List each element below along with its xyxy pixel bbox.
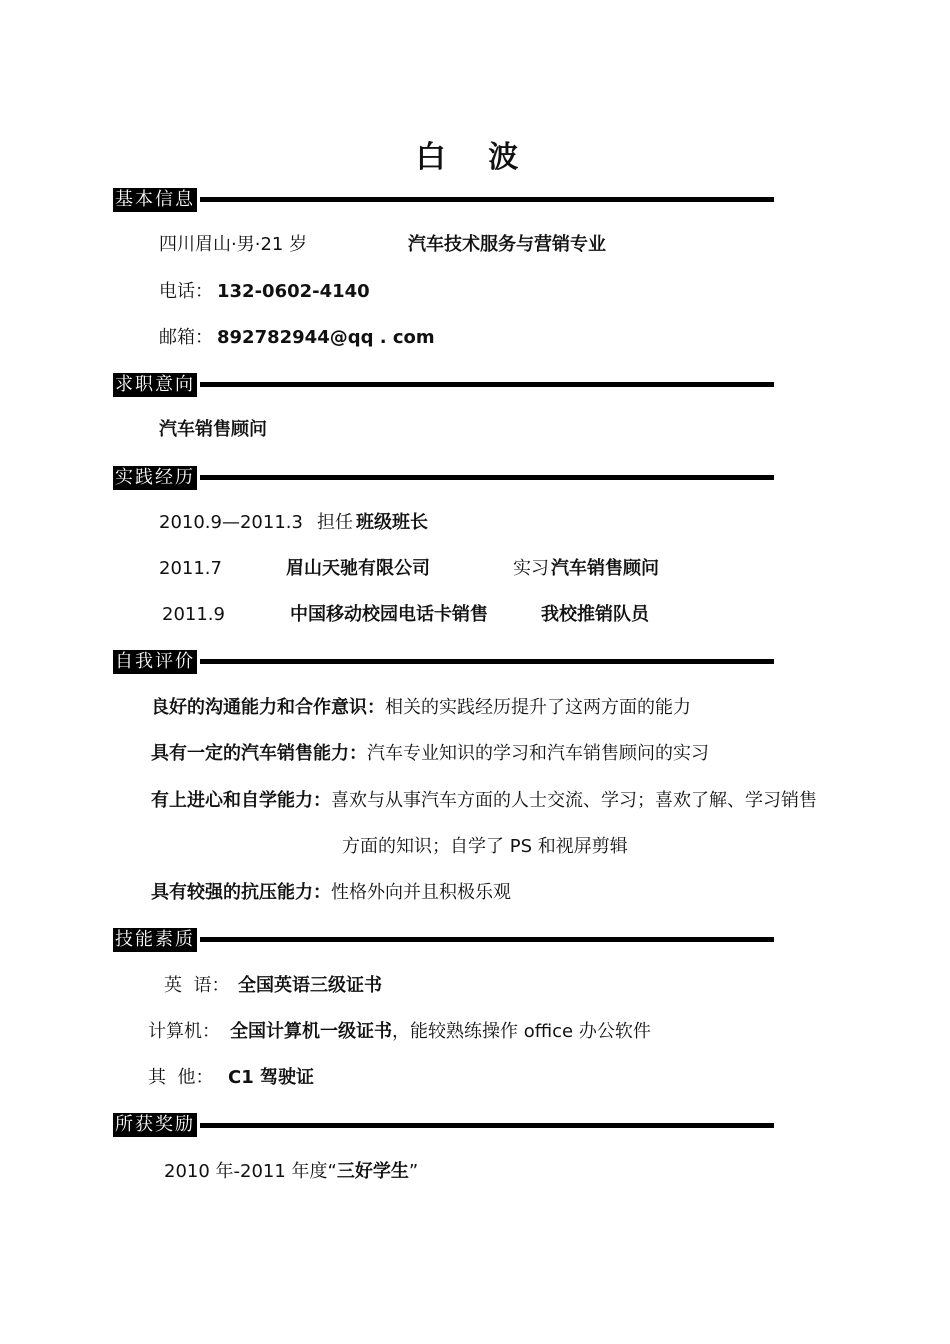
section-rule xyxy=(200,937,774,942)
eval-line xyxy=(151,742,709,766)
computer-label: 计算机： xyxy=(148,1021,220,1042)
phone-number: 132-0602-4140 xyxy=(217,281,370,302)
eval-text: 性格外向并且积极乐观 xyxy=(331,882,511,903)
award-suffix: ” xyxy=(408,1161,419,1182)
practice-role: 汽车销售顾问 xyxy=(551,558,659,579)
section-heading-awards: 所获奖励 xyxy=(115,1114,195,1135)
award-prefix: 2010 年-2011 年度“ xyxy=(164,1161,337,1182)
major: 汽车技术服务与营销专业 xyxy=(408,234,606,255)
section-rule xyxy=(200,382,774,387)
eval-heading: 有上进心和自学能力： xyxy=(151,790,331,811)
origin-info: 四川眉山·男·21 岁 xyxy=(159,234,308,255)
practice-prefix: 担任 xyxy=(317,512,353,533)
driver-license: C1 驾驶证 xyxy=(228,1067,315,1088)
phone-label: 电话： xyxy=(159,281,213,302)
practice-date: 2010.9—2011.3 xyxy=(159,512,303,533)
english-cert: 全国英语三级证书 xyxy=(238,975,382,996)
eval-heading: 良好的沟通能力和合作意识： xyxy=(151,697,385,718)
eval-heading: 具有较强的抗压能力： xyxy=(151,882,331,903)
english-label: 英 语： xyxy=(164,975,230,996)
section-rule xyxy=(200,197,774,202)
section-heading-self-eval: 自我评价 xyxy=(115,651,195,672)
practice-role: 班级班长 xyxy=(356,512,428,533)
section-heading-skills: 技能素质 xyxy=(115,929,195,950)
eval-text: 汽车专业知识的学习和汽车销售顾问的实习 xyxy=(367,743,709,764)
email-label: 邮箱： xyxy=(159,327,213,348)
section-heading-basic: 基本信息 xyxy=(115,189,195,210)
eval-text: 喜欢与从事汽车方面的人士交流、学习；喜欢了解、学习销售 xyxy=(331,790,817,811)
practice-org: 中国移动校园电话卡销售 xyxy=(290,604,488,625)
eval-line xyxy=(151,696,691,720)
resume-name: 白 波 xyxy=(415,140,535,175)
practice-date: 2011.9 xyxy=(162,604,225,625)
computer-extra: ，能较熟练操作 office 办公软件 xyxy=(392,1021,651,1042)
section-heading-practice: 实践经历 xyxy=(115,467,195,488)
practice-prefix: 实习 xyxy=(513,558,549,579)
eval-line xyxy=(151,789,817,813)
award-line xyxy=(164,1160,418,1184)
section-rule xyxy=(200,475,774,480)
section-rule xyxy=(200,1123,774,1128)
eval-heading: 具有一定的汽车销售能力： xyxy=(151,743,367,764)
computer-cert: 全国计算机一级证书 xyxy=(230,1021,392,1042)
objective-position: 汽车销售顾问 xyxy=(159,419,267,440)
computer-line xyxy=(230,1020,651,1044)
award-title: 三好学生 xyxy=(336,1161,409,1182)
eval-line xyxy=(151,881,511,905)
practice-date: 2011.7 xyxy=(159,558,222,579)
practice-role: 我校推销队员 xyxy=(541,604,649,625)
section-rule xyxy=(200,659,774,664)
email-address: 892782944@qq . com xyxy=(217,327,435,348)
eval-text-continued: 方面的知识；自学了 PS 和视屏剪辑 xyxy=(342,836,628,857)
section-heading-objective: 求职意向 xyxy=(115,374,195,395)
practice-org: 眉山天驰有限公司 xyxy=(286,558,430,579)
eval-text: 相关的实践经历提升了这两方面的能力 xyxy=(385,697,691,718)
other-label: 其 他： xyxy=(148,1067,214,1088)
